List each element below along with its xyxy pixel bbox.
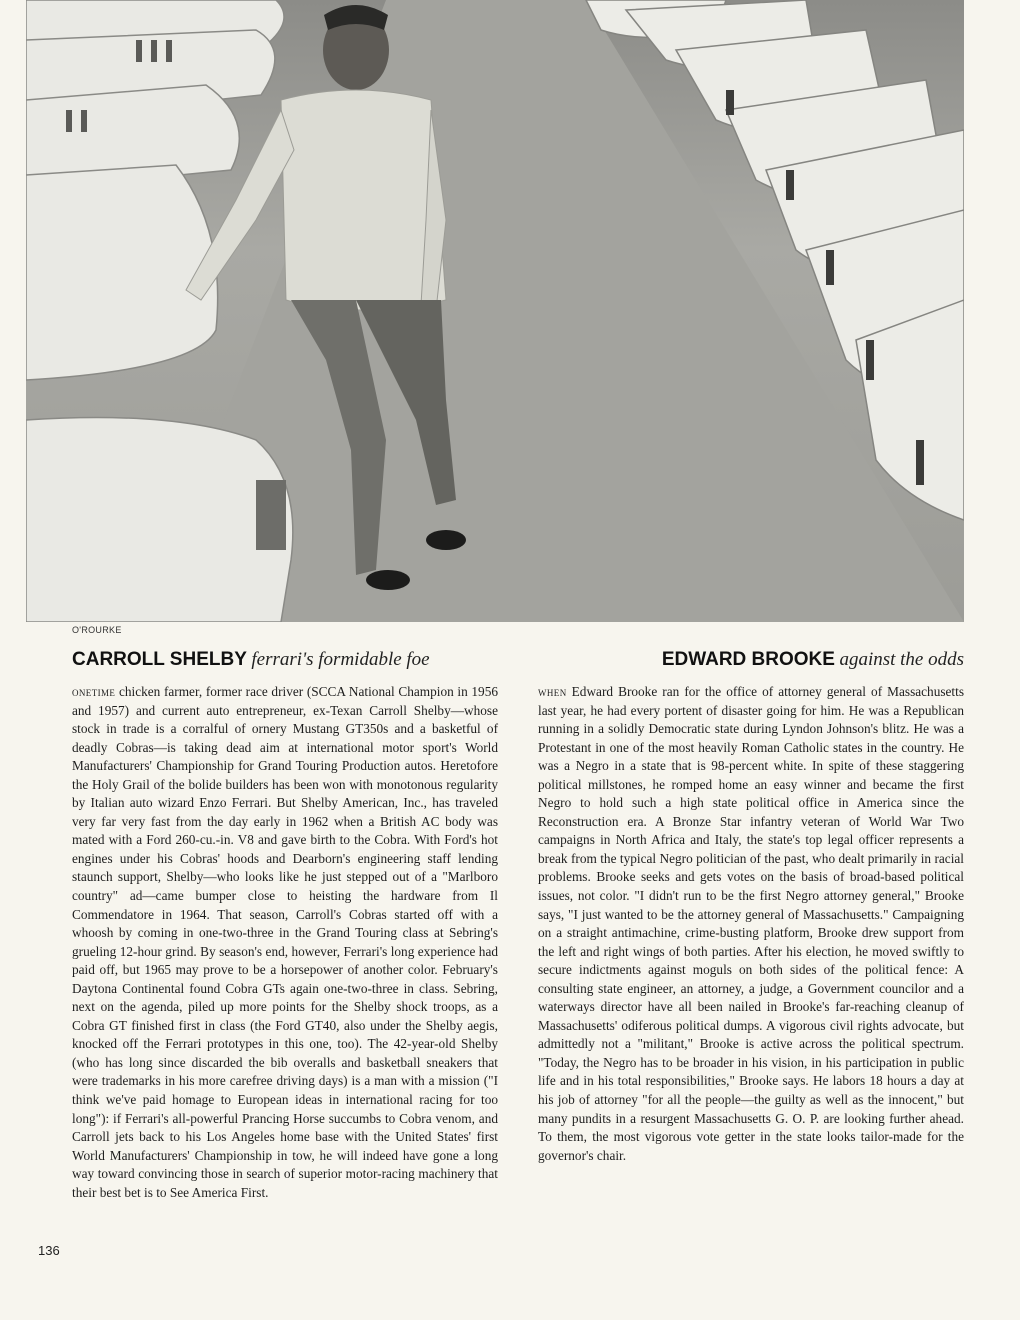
page-number: 136	[38, 1243, 60, 1258]
right-article-body	[538, 683, 964, 1165]
man-leaning-on-car-photo-icon	[26, 0, 964, 622]
left-headline	[72, 648, 430, 671]
right-headline-subtitle: against the odds	[839, 649, 964, 670]
right-article-text: Edward Brooke ran for the office of attorney general of Massachusetts last year, he had every portent of disaster going for him. He was a Republican running in a solidly Democratic state during Lyndon Johnson's blitz. He was a Protestant in one of the most heavily Roman Catholic states in the country. He was a Negro in a state that is 98-percent white. In spite of these staggering political millstones, he romped home an easy winner and became the first Negro to hold such a high state political office in America since the Reconstruction era. A Bronze Star infantry veteran of World War Two campaigns in North Africa and Italy, the state's top legal officer represents a break from the typical Negro politician of the past, who dealt primarily in racial problems. Brooke seeks and gets votes on the basis of broad-based political issues, not color. "I didn't run to be the first Negro attorney general," Brooke says, "I just wanted to be the attorney general of Massachusetts." Campaigning on a straight antimachine, crime-busting platform, Brooke drew support from the left and right wings of both parties. After his election, he moved swiftly to secure indictments against moguls on both sides of the political fence: A consulting state engineer, an attorney, a judge, a Government councilor and a waterways director have all been nailed in Brooke's far-reaching cleanup of Massachusetts' odiferous political dumps. A vigorous civil rights advocate, but admittedly not a "militant," Brooke is active across the political spectrum. "Today, the Negro has to be broader in his vision, in his participation in public life and in his total responsibilities," Brooke says. He labors 18 hours a day at his job of attorney "for all the people—the guilty as well as the innocent," but many pundits in a resurgent Massachusetts G. O. P. are looking further ahead. To them, the most vigorous vote getter in the state looks tailor-made for the governor's chair.	[538, 684, 964, 1163]
photo-credit: O'ROURKE	[72, 625, 122, 635]
right-headline	[662, 648, 964, 671]
left-headline-subtitle: ferrari's formidable foe	[251, 649, 430, 670]
left-article-lead-word: onetime	[72, 684, 116, 699]
left-article-body	[72, 683, 498, 1202]
left-headline-name: CARROLL SHELBY	[72, 649, 247, 670]
right-article-lead-word: when	[538, 684, 567, 699]
left-article-text: chicken farmer, former race driver (SCCA National Champion in 1956 and 1957) and current auto entrepreneur, ex-Texan Carroll Shelby—whose stock in trade is a corralful of ornery Mustang GT350s and a basketful of deadly Cobras—is taking dead aim at international motor sport's World Manufacturers' Championship for Grand Touring Production autos. Heretofore the Holy Grail of the bolide builders has been won with monotonous regularity by Italian auto wizard Enzo Ferrari. But Shelby American, Inc., has traveled very far very fast from the day early in 1962 when a British AC body was mated with a Ford 260-cu.-in. V8 and gave birth to the Cobra. With Ford's hot engines under his Cobras' hoods and Dearborn's engineering staff lending staunch support, Shelby—who looks like he just stepped out of a "Marlboro country" ad—came bumper close to heisting the hardware from Il Commendatore in 1964. That season, Carroll's Cobras started off with a whoosh by coming in one-two-three in the Grand Touring class at Sebring's grueling 12-hour grind. By season's end, however, Ferrari's long experience had paid off, but 1965 may prove to be a horsepower of another color. February's Daytona Continental found Cobra GTs again one-two-three in class. Sebring, next on the agenda, piled up more points for the Shelby shock troops, as a Cobra GT finished first in class (the Ford GT40, also under the Shelby aegis, knocked off the Ferrari prototypes in this one, too). The 42-year-old Shelby (who has long since discarded the bib overalls and basketball sneakers that were trademarks in his more carefree driving days) is a man with a mission ("I think we've paid homage to European ideas in international racing for too long"): if Ferrari's all-powerful Prancing Horse succumbs to Cobra venom, and Carroll jets back to his Los Angeles home base with the United States' first World Manufacturers' Championship in tow, he will indeed have gone a long way toward convincing those in search of superior motor-racing machinery that their best bet is to See America First.	[72, 684, 498, 1200]
right-headline-name: EDWARD BROOKE	[661, 649, 835, 670]
